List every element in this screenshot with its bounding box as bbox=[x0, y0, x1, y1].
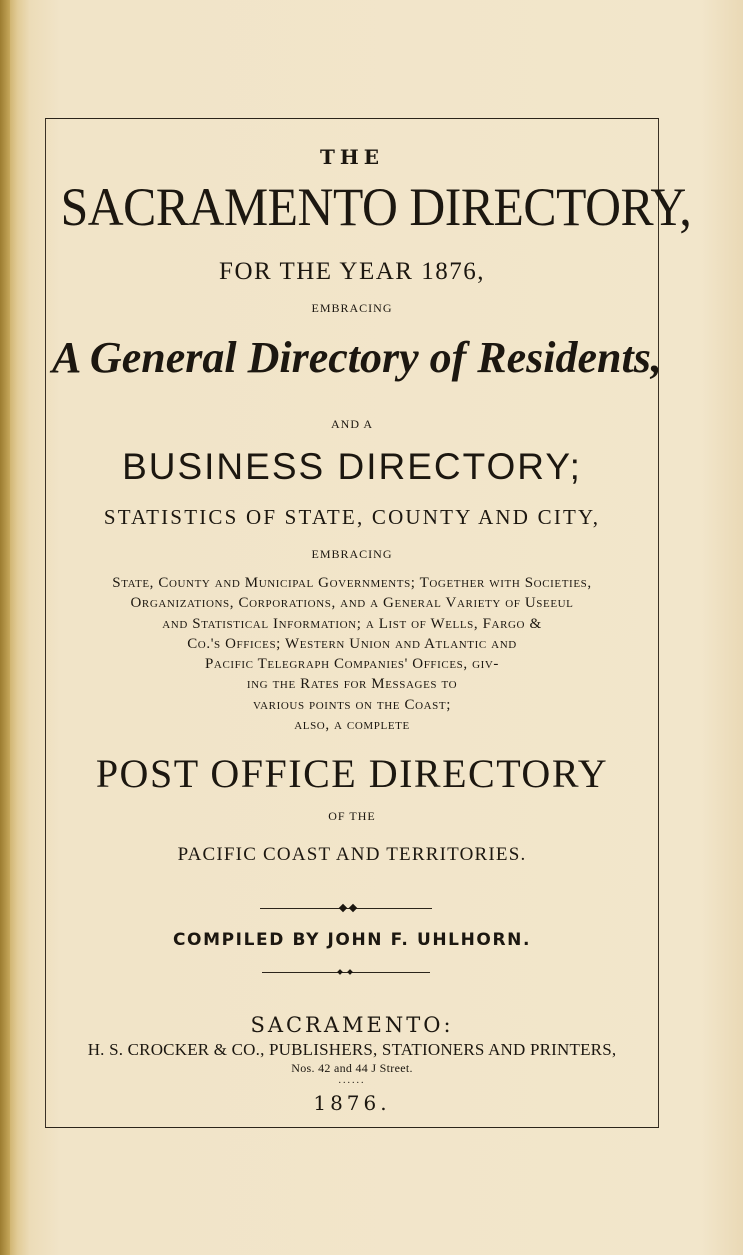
business-directory-heading: BUSINESS DIRECTORY; bbox=[122, 446, 582, 487]
statistics-heading: STATISTICS OF STATE, COUNTY AND CITY, bbox=[103, 505, 601, 529]
general-directory-heading: A General Directory of Residents, bbox=[52, 333, 662, 382]
dot-divider: ...... bbox=[338, 1075, 366, 1086]
publisher-line: H. S. CROCKER & CO., PUBLISHERS, STATIONERS AND PRINTERS, bbox=[87, 1040, 617, 1059]
description-line: ing the Rates for Messages to bbox=[246, 676, 458, 693]
year-line: FOR THE YEAR 1876, bbox=[219, 258, 485, 285]
description-line: and Statistical Information; a List of Wells, Fargo & bbox=[162, 615, 542, 632]
publisher-address: Nos. 42 and 44 J Street. bbox=[291, 1061, 413, 1075]
ornamental-rule bbox=[262, 972, 430, 973]
main-title: SACRAMENTO DIRECTORY, bbox=[60, 177, 692, 237]
embracing-label: EMBRACING bbox=[311, 301, 393, 315]
pacific-coast-heading: PACIFIC COAST AND TERRITORIES. bbox=[177, 844, 527, 865]
description-line: Organizations, Corporations, and a General Variety of Useeul bbox=[130, 595, 574, 612]
book-spine-edge bbox=[0, 0, 10, 1255]
imprint-year: 1876. bbox=[313, 1091, 391, 1115]
compiled-by-line: COMPILED BY JOHN F. UHLHORN. bbox=[172, 930, 532, 950]
description-line: also, a complete bbox=[294, 717, 410, 734]
description-line: State, County and Municipal Governments; Together with Societies, bbox=[112, 575, 592, 591]
and-a-label: AND A bbox=[330, 417, 373, 431]
imprint-city: SACRAMENTO: bbox=[250, 1013, 454, 1037]
heading-the: THE bbox=[319, 145, 385, 169]
description-line: various points on the Coast; bbox=[253, 696, 451, 713]
description-paragraph bbox=[52, 573, 652, 735]
description-line: Co.'s Offices; Western Union and Atlantic and bbox=[187, 635, 517, 652]
description-line: Pacific Telegraph Companies' Offices, giv- bbox=[204, 656, 500, 673]
of-the-label: OF THE bbox=[328, 809, 376, 823]
post-office-heading: POST OFFICE DIRECTORY bbox=[95, 751, 609, 796]
embracing-label-2: EMBRACING bbox=[311, 547, 393, 561]
